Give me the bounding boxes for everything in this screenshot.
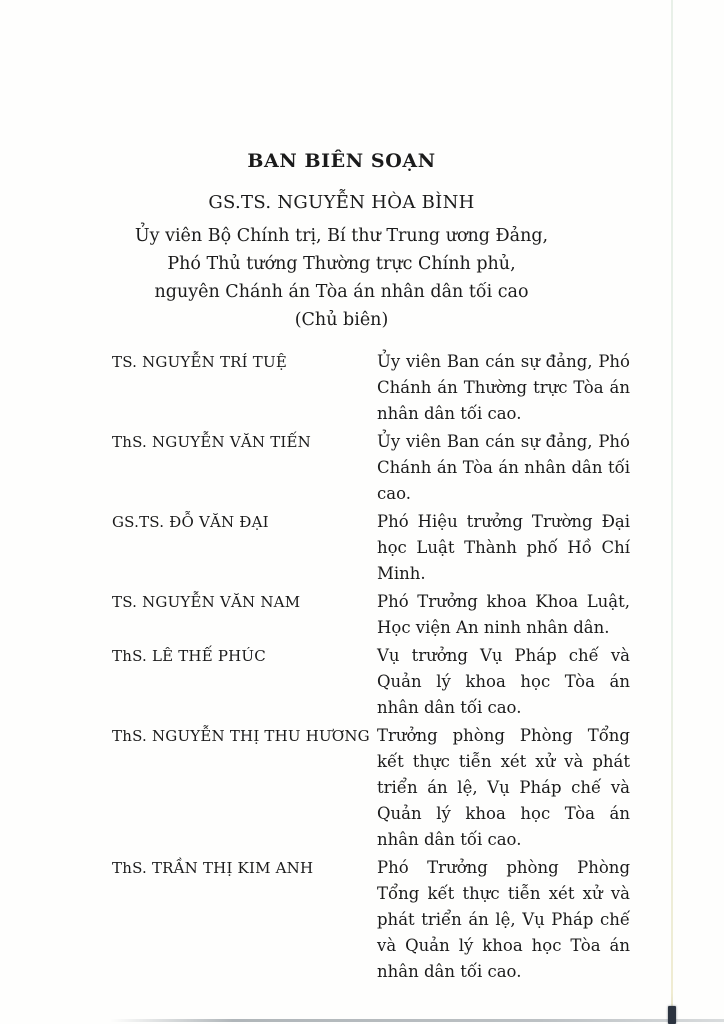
page-title: BAN BIÊN SOẠN xyxy=(247,150,436,172)
chief-editor-role-line: Phó Thủ tướng Thường trực Chính phủ, xyxy=(167,254,516,274)
member-name: TS. NGUYỄN VĂN NAM xyxy=(112,593,301,611)
member-role: Trưởng phòng Phòng Tổng kết thực tiễn xét xử và phát triển án lệ, Vụ Pháp chế và Quản lý khoa học Tòa án nhân dân tối cao. xyxy=(377,726,630,849)
member-role: Vụ trưởng Vụ Pháp chế và Quản lý khoa học Tòa án nhân dân tối cao. xyxy=(377,646,630,717)
member-role: Phó Hiệu trưởng Trường Đại học Luật Thành phố Hồ Chí Minh. xyxy=(377,512,630,583)
member-role: Phó Trưởng khoa Khoa Luật, Học viện An ninh nhân dân. xyxy=(377,592,630,637)
member-row xyxy=(112,589,632,641)
member-row xyxy=(112,349,632,427)
member-row xyxy=(112,509,632,587)
member-role: Ủy viên Ban cán sự đảng, Phó Chánh án Tòa án nhân dân tối cao. xyxy=(377,432,630,503)
member-row xyxy=(112,643,632,721)
editorial-board-header xyxy=(55,150,628,334)
chief-editor-role-line: nguyên Chánh án Tòa án nhân dân tối cao xyxy=(154,282,529,302)
member-name: ThS. NGUYỄN THỊ THU HƯƠNG xyxy=(112,727,370,745)
member-row xyxy=(112,723,632,853)
scan-artifact-mark xyxy=(668,1006,676,1024)
member-name: TS. NGUYỄN TRÍ TUỆ xyxy=(112,353,287,371)
member-name: ThS. NGUYỄN VĂN TIẾN xyxy=(112,433,311,451)
member-name: GS.TS. ĐỖ VĂN ĐẠI xyxy=(112,513,269,531)
member-name: ThS. TRẦN THỊ KIM ANH xyxy=(112,859,314,877)
member-name: ThS. LÊ THẾ PHÚC xyxy=(112,647,266,665)
chief-editor-note: (Chủ biên) xyxy=(294,310,389,330)
scanned-page-edge-right xyxy=(671,0,673,1024)
members-list xyxy=(112,349,632,987)
member-row xyxy=(112,855,632,985)
member-role: Ủy viên Ban cán sự đảng, Phó Chánh án Thường trực Tòa án nhân dân tối cao. xyxy=(377,352,630,423)
scanned-page-edge-bottom xyxy=(110,1019,724,1022)
chief-editor-name: GS.TS. NGUYỄN HÒA BÌNH xyxy=(208,192,475,213)
member-row xyxy=(112,429,632,507)
chief-editor-role-line: Ủy viên Bộ Chính trị, Bí thư Trung ương Đảng, xyxy=(134,226,549,246)
member-role: Phó Trưởng phòng Phòng Tổng kết thực tiễn xét xử và phát triển án lệ, Vụ Pháp chế và Quản lý khoa học Tòa án nhân dân tối cao. xyxy=(377,858,630,981)
